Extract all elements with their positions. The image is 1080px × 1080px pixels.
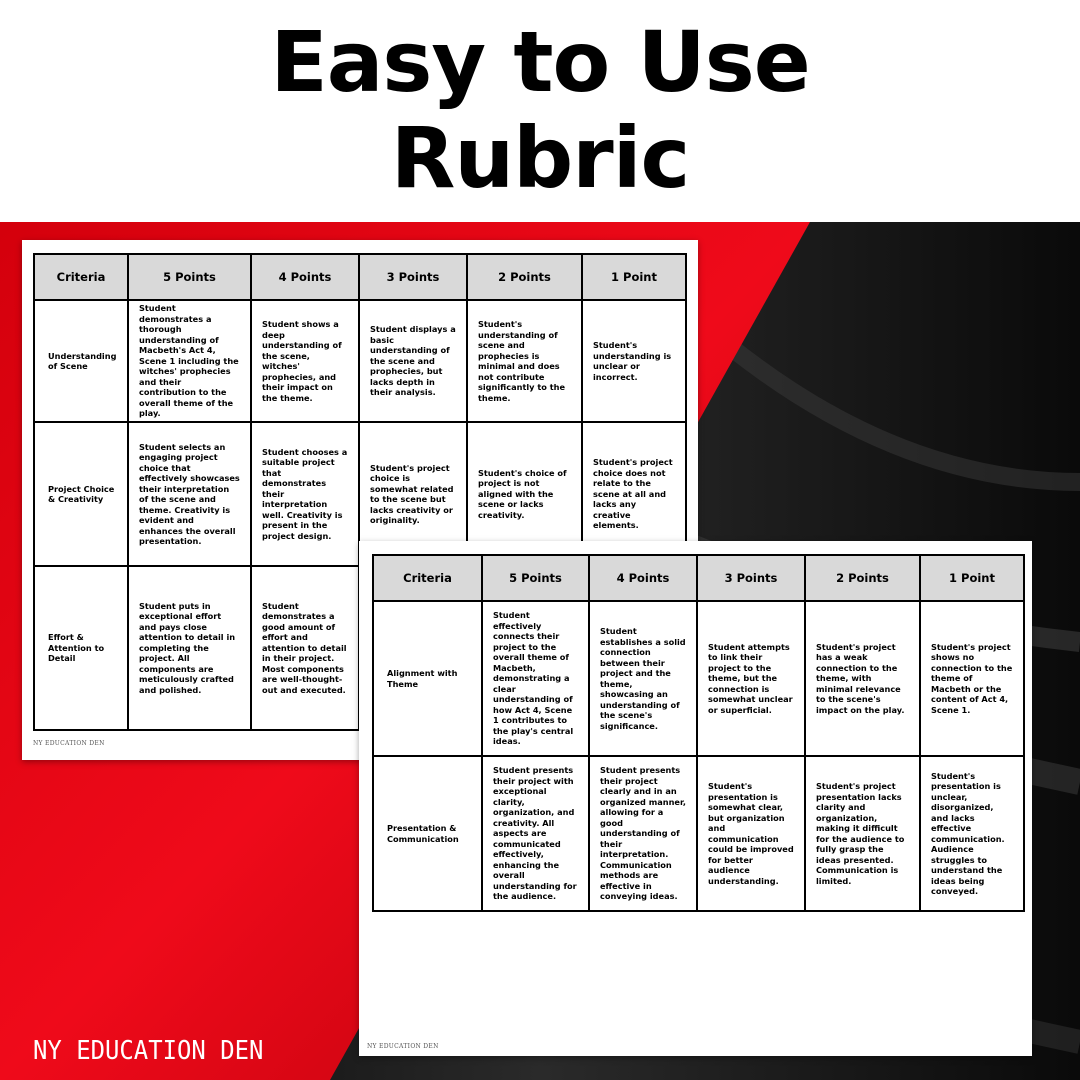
score-cell: Student presents their project clearly and in an organized manner, allowing for a good understanding of their interpretation. Communication methods are effective in conveying ideas. xyxy=(589,756,697,911)
header-criteria: Criteria xyxy=(373,555,482,601)
header-criteria: Criteria xyxy=(34,254,128,300)
brand-logo-text: NY EDUCATION DEN xyxy=(33,1036,264,1066)
header-5-points: 5 Points xyxy=(482,555,589,601)
score-cell: Student's project presentation lacks clarity and organization, making it difficult for the audience to fully grasp the ideas presented. Communication is limited. xyxy=(805,756,920,911)
score-cell: Student's project has a weak connection to the theme, with minimal relevance to the scene's impact on the play. xyxy=(805,601,920,756)
header-2-points: 2 Points xyxy=(805,555,920,601)
score-cell: Student effectively connects their project to the overall theme of Macbeth, demonstrating a clear understanding of how Act 4, Scene 1 contributes to the play's central ideas. xyxy=(482,601,589,756)
table-row xyxy=(34,300,686,422)
page-title-line-2: Rubric xyxy=(390,109,690,207)
score-cell: Student's understanding is unclear or incorrect. xyxy=(582,300,686,422)
score-cell: Student puts in exceptional effort and pays close attention to detail in completing the project. All components are meticulously crafted and polished. xyxy=(128,566,251,730)
header-1-point: 1 Point xyxy=(582,254,686,300)
score-cell: Student's project choice is somewhat related to the scene but lacks creativity or originality. xyxy=(359,422,467,566)
table-header-row xyxy=(373,555,1024,601)
header-5-points: 5 Points xyxy=(128,254,251,300)
sheet-footer: NY EDUCATION DEN xyxy=(367,1043,439,1050)
score-cell: Student displays a basic understanding of the scene and prophecies, but lacks depth in their analysis. xyxy=(359,300,467,422)
table-row xyxy=(373,756,1024,911)
criteria-cell: Project Choice & Creativity xyxy=(34,422,128,566)
score-cell: Student's presentation is somewhat clear, but organization and communication could be improved for better audience understanding. xyxy=(697,756,805,911)
header-2-points: 2 Points xyxy=(467,254,582,300)
header-3-points: 3 Points xyxy=(359,254,467,300)
score-cell: Student attempts to link their project to the theme, but the connection is somewhat unclear or superficial. xyxy=(697,601,805,756)
score-cell: Student's understanding of scene and prophecies is minimal and does not contribute significantly to the theme. xyxy=(467,300,582,422)
score-cell: Student's project shows no connection to the theme of Macbeth or the content of Act 4, Scene 1. xyxy=(920,601,1024,756)
score-cell: Student's project choice does not relate to the scene at all and lacks any creative elements. xyxy=(582,422,686,566)
criteria-cell: Presentation & Communication xyxy=(373,756,482,911)
header-1-point: 1 Point xyxy=(920,555,1024,601)
score-cell: Student demonstrates a good amount of effort and attention to detail in their project. Most components are well-thought-out and executed. xyxy=(251,566,359,730)
rubric-sheet-2 xyxy=(359,541,1032,1056)
header-3-points: 3 Points xyxy=(697,555,805,601)
score-cell: Student chooses a suitable project that demonstrates their interpretation well. Creativity is present in the project design. xyxy=(251,422,359,566)
table-header-row xyxy=(34,254,686,300)
header-4-points: 4 Points xyxy=(589,555,697,601)
sheet-footer: NY EDUCATION DEN xyxy=(33,740,105,747)
score-cell: Student shows a deep understanding of the scene, witches' prophecies, and their impact on the theme. xyxy=(251,300,359,422)
score-cell: Student demonstrates a thorough understanding of Macbeth's Act 4, Scene 1 including the witches' prophecies and their contribution to the overall theme of the play. xyxy=(128,300,251,422)
header-4-points: 4 Points xyxy=(251,254,359,300)
score-cell: Student's choice of project is not aligned with the scene or lacks creativity. xyxy=(467,422,582,566)
title-area xyxy=(0,0,1080,222)
score-cell: Student establishes a solid connection between their project and the theme, showcasing an understanding of the scene's significance. xyxy=(589,601,697,756)
page-title-line-1: Easy to Use xyxy=(270,13,810,111)
table-row xyxy=(373,601,1024,756)
criteria-cell: Understanding of Scene xyxy=(34,300,128,422)
criteria-cell: Effort & Attention to Detail xyxy=(34,566,128,730)
criteria-cell: Alignment with Theme xyxy=(373,601,482,756)
score-cell: Student presents their project with exceptional clarity, organization, and creativity. All aspects are communicated effectively, enhancing the overall understanding for the audience. xyxy=(482,756,589,911)
score-cell: Student's presentation is unclear, disorganized, and lacks effective communication. Audience struggles to understand the ideas being conveyed. xyxy=(920,756,1024,911)
score-cell: Student selects an engaging project choice that effectively showcases their interpretation of the scene and theme. Creativity is evident and enhances the overall presentation. xyxy=(128,422,251,566)
rubric-table-2 xyxy=(372,554,1025,912)
